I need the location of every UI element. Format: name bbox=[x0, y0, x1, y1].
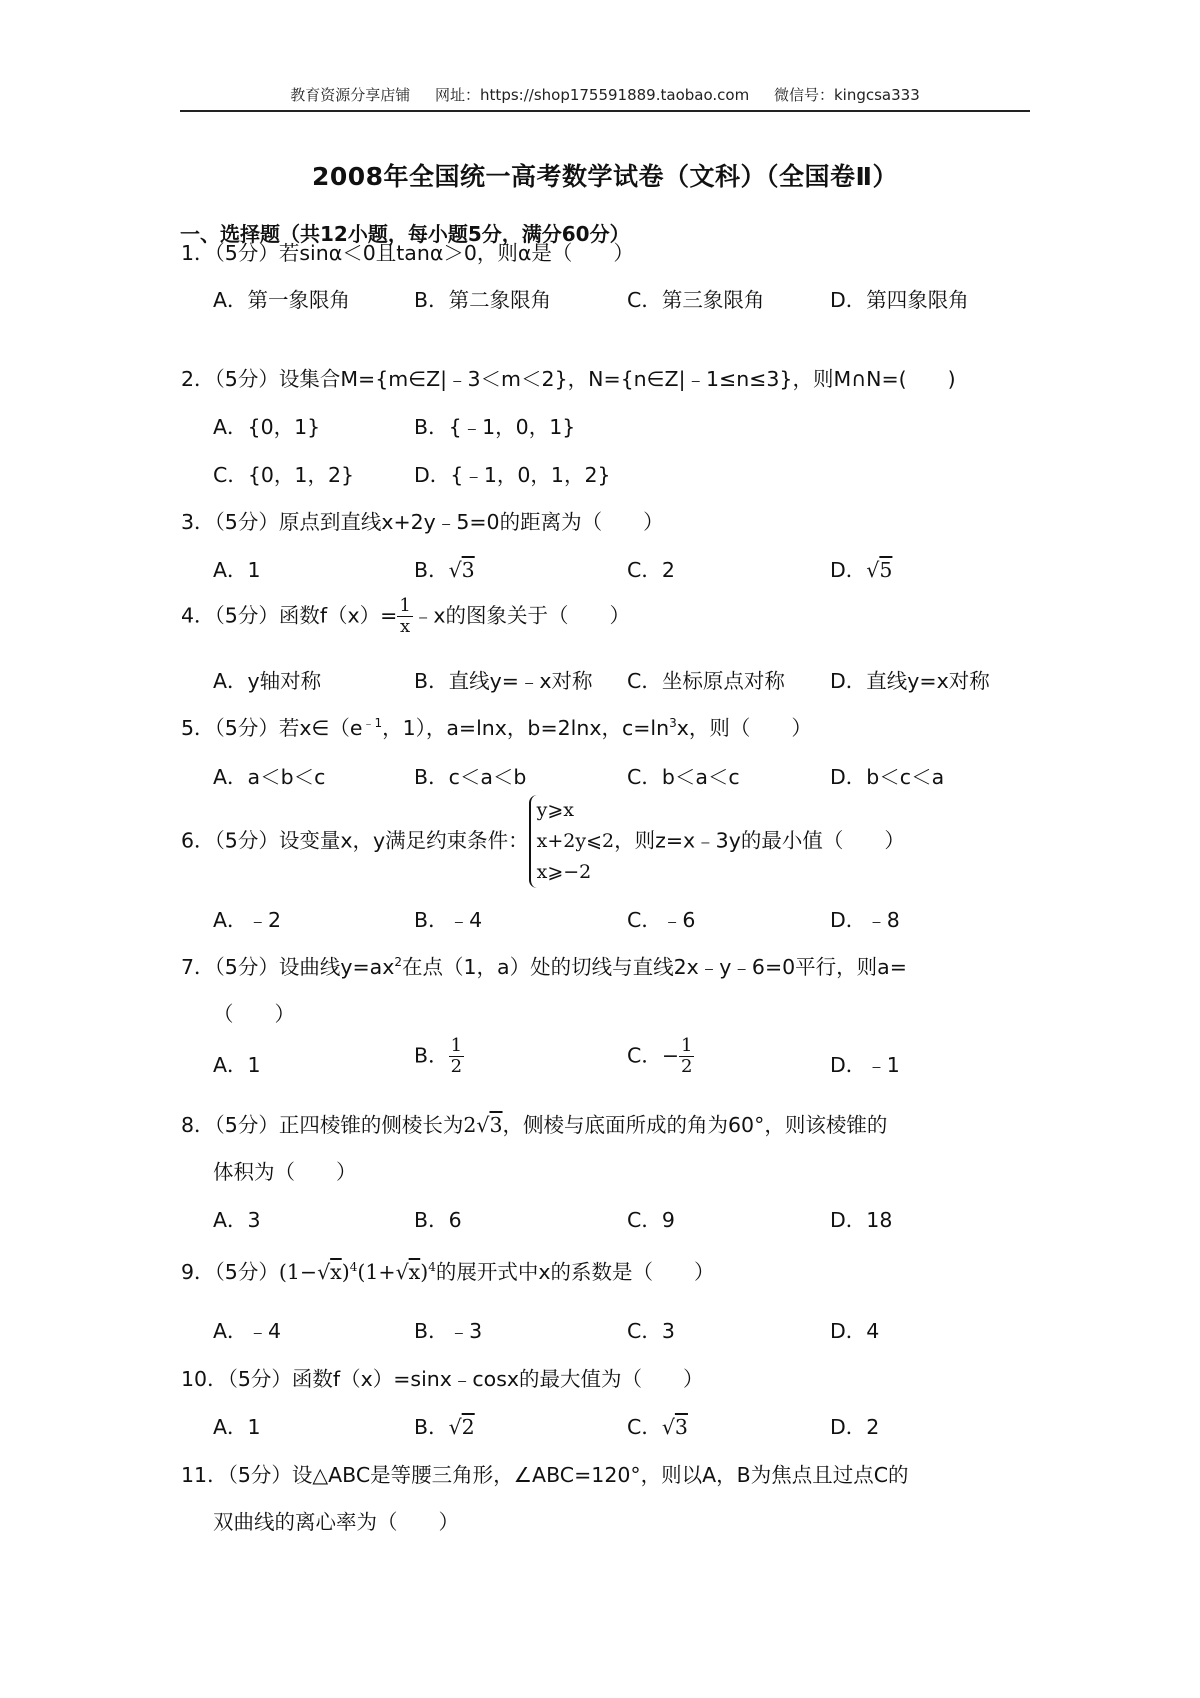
stem-text: 9．（5分） bbox=[181, 1260, 279, 1284]
question-8-stem-line2: 体积为（ ） bbox=[213, 1160, 357, 1184]
q2-option-a: A．{0，1} bbox=[213, 415, 321, 439]
question-9-stem bbox=[181, 1255, 714, 1285]
q6-option-a: A．﹣2 bbox=[213, 908, 282, 932]
sqrt-expression: √3 bbox=[448, 558, 475, 582]
q4-option-a: A．y轴对称 bbox=[213, 669, 322, 693]
q9-option-a: A．﹣4 bbox=[213, 1319, 282, 1343]
question-1-stem: 1．（5分）若sinα＜0且tanα＞0，则α是（ ） bbox=[181, 241, 634, 265]
q9-option-d: D．4 bbox=[830, 1319, 880, 1343]
sqrt-expression: √3 bbox=[661, 1415, 688, 1439]
stem-text: 在点（1，a）处的切线与直线2x﹣y﹣6=0平行，则a= bbox=[401, 955, 907, 979]
q5-option-a: A．a＜b＜c bbox=[213, 765, 326, 789]
question-7-stem-line2: （ ） bbox=[213, 1002, 295, 1026]
stem-text: ，则z=x﹣3y的最小值（ ） bbox=[614, 828, 905, 853]
option-label: D． bbox=[830, 558, 867, 582]
section-heading: 一、选择题（共12小题，每小题5分，满分60分） bbox=[180, 222, 630, 246]
question-7-stem bbox=[181, 950, 907, 980]
q2-option-b: B．{﹣1，0，1} bbox=[414, 415, 576, 439]
page-title: 2008年全国统一高考数学试卷（文科）（全国卷Ⅱ） bbox=[311, 162, 899, 191]
q10-option-a: A．1 bbox=[213, 1415, 261, 1439]
q3-option-c: C．2 bbox=[627, 558, 675, 582]
q8-option-a: A．3 bbox=[213, 1208, 261, 1232]
stem-text: 4．（5分）函数f（x）= bbox=[181, 603, 398, 628]
q9-option-c: C．3 bbox=[627, 1319, 675, 1343]
question-10-stem: 10．（5分）函数f（x）=sinx﹣cosx的最大值为（ ） bbox=[181, 1367, 704, 1391]
q6-option-c: C．﹣6 bbox=[627, 908, 696, 932]
q10-option-b bbox=[414, 1410, 475, 1440]
fraction: $\frac{1}{2}$ bbox=[450, 1035, 463, 1077]
stem-text: ，1），a=lnx，b=2lnx，c=ln bbox=[382, 716, 670, 740]
sqrt-expression: √5 bbox=[866, 558, 893, 582]
stem-text: 6．（5分）设变量x，y满足约束条件： bbox=[181, 828, 529, 853]
shop-name: 教育资源分享店铺 bbox=[290, 86, 411, 104]
q8-option-c: C．9 bbox=[627, 1208, 675, 1232]
constraint-line: x⩾−2 bbox=[536, 861, 592, 883]
wechat-id: 微信号：kingcsa333 bbox=[773, 86, 920, 104]
header-rule bbox=[180, 110, 1030, 112]
q9-option-b: B．﹣3 bbox=[414, 1319, 483, 1343]
q1-option-b: B．第二象限角 bbox=[414, 288, 552, 312]
question-8-stem bbox=[181, 1108, 887, 1138]
option-label: B． bbox=[414, 558, 449, 582]
question-11-stem: 11．（5分）设△ABC是等腰三角形，∠ABC=120°，则以A，B为焦点且过点C的 bbox=[181, 1463, 909, 1487]
minus-sign: − bbox=[661, 1043, 680, 1068]
q10-option-d: D．2 bbox=[830, 1415, 880, 1439]
q4-option-c: C．坐标原点对称 bbox=[627, 669, 785, 693]
sqrt-expression: 2√3 bbox=[463, 1113, 503, 1137]
stem-text: 7．（5分）设曲线y=ax bbox=[181, 955, 395, 979]
constraint-system bbox=[529, 795, 614, 888]
question-6-stem bbox=[181, 795, 905, 888]
q7-option-d: D．﹣1 bbox=[830, 1053, 900, 1077]
superscript: 3 bbox=[669, 716, 677, 731]
q5-option-d: D．b＜c＜a bbox=[830, 765, 945, 789]
question-11-stem-line2: 双曲线的离心率为（ ） bbox=[213, 1510, 459, 1534]
q3-option-b bbox=[414, 553, 475, 583]
question-4-stem bbox=[181, 596, 630, 637]
option-label: C． bbox=[627, 1043, 662, 1068]
constraint-line: x+2y⩽2 bbox=[536, 830, 615, 852]
binomial-expression: $(1-√x)^4(1+√x)^4$ bbox=[278, 1260, 436, 1284]
stem-text: ，侧棱与底面所成的角为60°，则该棱锥的 bbox=[502, 1113, 888, 1137]
q7-option-a: A．1 bbox=[213, 1053, 261, 1077]
page-header bbox=[180, 84, 1030, 105]
question-2-stem: 2．（5分）设集合M={m∈Z|﹣3＜m＜2}，N={n∈Z|﹣1≤n≤3}，则M∩N=( ) bbox=[181, 367, 956, 391]
q5-option-b: B．c＜a＜b bbox=[414, 765, 527, 789]
stem-text: ﹣x的图象关于（ ） bbox=[412, 603, 630, 628]
q6-option-d: D．﹣8 bbox=[830, 908, 900, 932]
q3-option-d bbox=[830, 553, 892, 583]
question-5-stem bbox=[181, 711, 812, 741]
q1-option-d: D．第四象限角 bbox=[830, 288, 969, 312]
fraction: $\frac{1}{x}$ bbox=[399, 595, 411, 637]
shop-url[interactable]: 网址：https://shop175591889.taobao.com bbox=[435, 86, 750, 104]
fraction: $\frac{1}{2}$ bbox=[681, 1035, 693, 1077]
q5-option-c: C．b＜a＜c bbox=[627, 765, 740, 789]
q3-option-a: A．1 bbox=[213, 558, 261, 582]
q2-option-d: D．{﹣1，0，1，2} bbox=[414, 463, 611, 487]
stem-text: x，则（ ） bbox=[676, 716, 812, 740]
q10-option-c bbox=[627, 1410, 688, 1440]
constraint-line: y⩾x bbox=[536, 799, 574, 821]
option-label: B． bbox=[414, 1043, 449, 1068]
question-3-stem: 3．（5分）原点到直线x+2y﹣5=0的距离为（ ） bbox=[181, 510, 664, 534]
stem-text: 8．（5分）正四棱锥的侧棱长为 bbox=[181, 1113, 464, 1137]
q2-option-c: C．{0，1，2} bbox=[213, 463, 355, 487]
q6-option-b: B．﹣4 bbox=[414, 908, 483, 932]
stem-text: 5．（5分）若x∈（e bbox=[181, 716, 363, 740]
superscript: ﹣1 bbox=[362, 716, 383, 731]
q8-option-d: D．18 bbox=[830, 1208, 893, 1232]
q4-option-b: B．直线y=﹣x对称 bbox=[414, 669, 593, 693]
stem-text: 的展开式中x的系数是（ ） bbox=[435, 1260, 715, 1284]
superscript: 2 bbox=[394, 955, 402, 970]
option-label: C． bbox=[627, 1415, 662, 1439]
option-label: B． bbox=[414, 1415, 449, 1439]
q7-option-b bbox=[414, 1036, 464, 1077]
q1-option-a: A．第一象限角 bbox=[213, 288, 351, 312]
q7-option-c bbox=[627, 1036, 694, 1077]
q4-option-d: D．直线y=x对称 bbox=[830, 669, 990, 693]
q1-option-c: C．第三象限角 bbox=[627, 288, 765, 312]
sqrt-expression: √2 bbox=[448, 1415, 475, 1439]
q8-option-b: B．6 bbox=[414, 1208, 462, 1232]
